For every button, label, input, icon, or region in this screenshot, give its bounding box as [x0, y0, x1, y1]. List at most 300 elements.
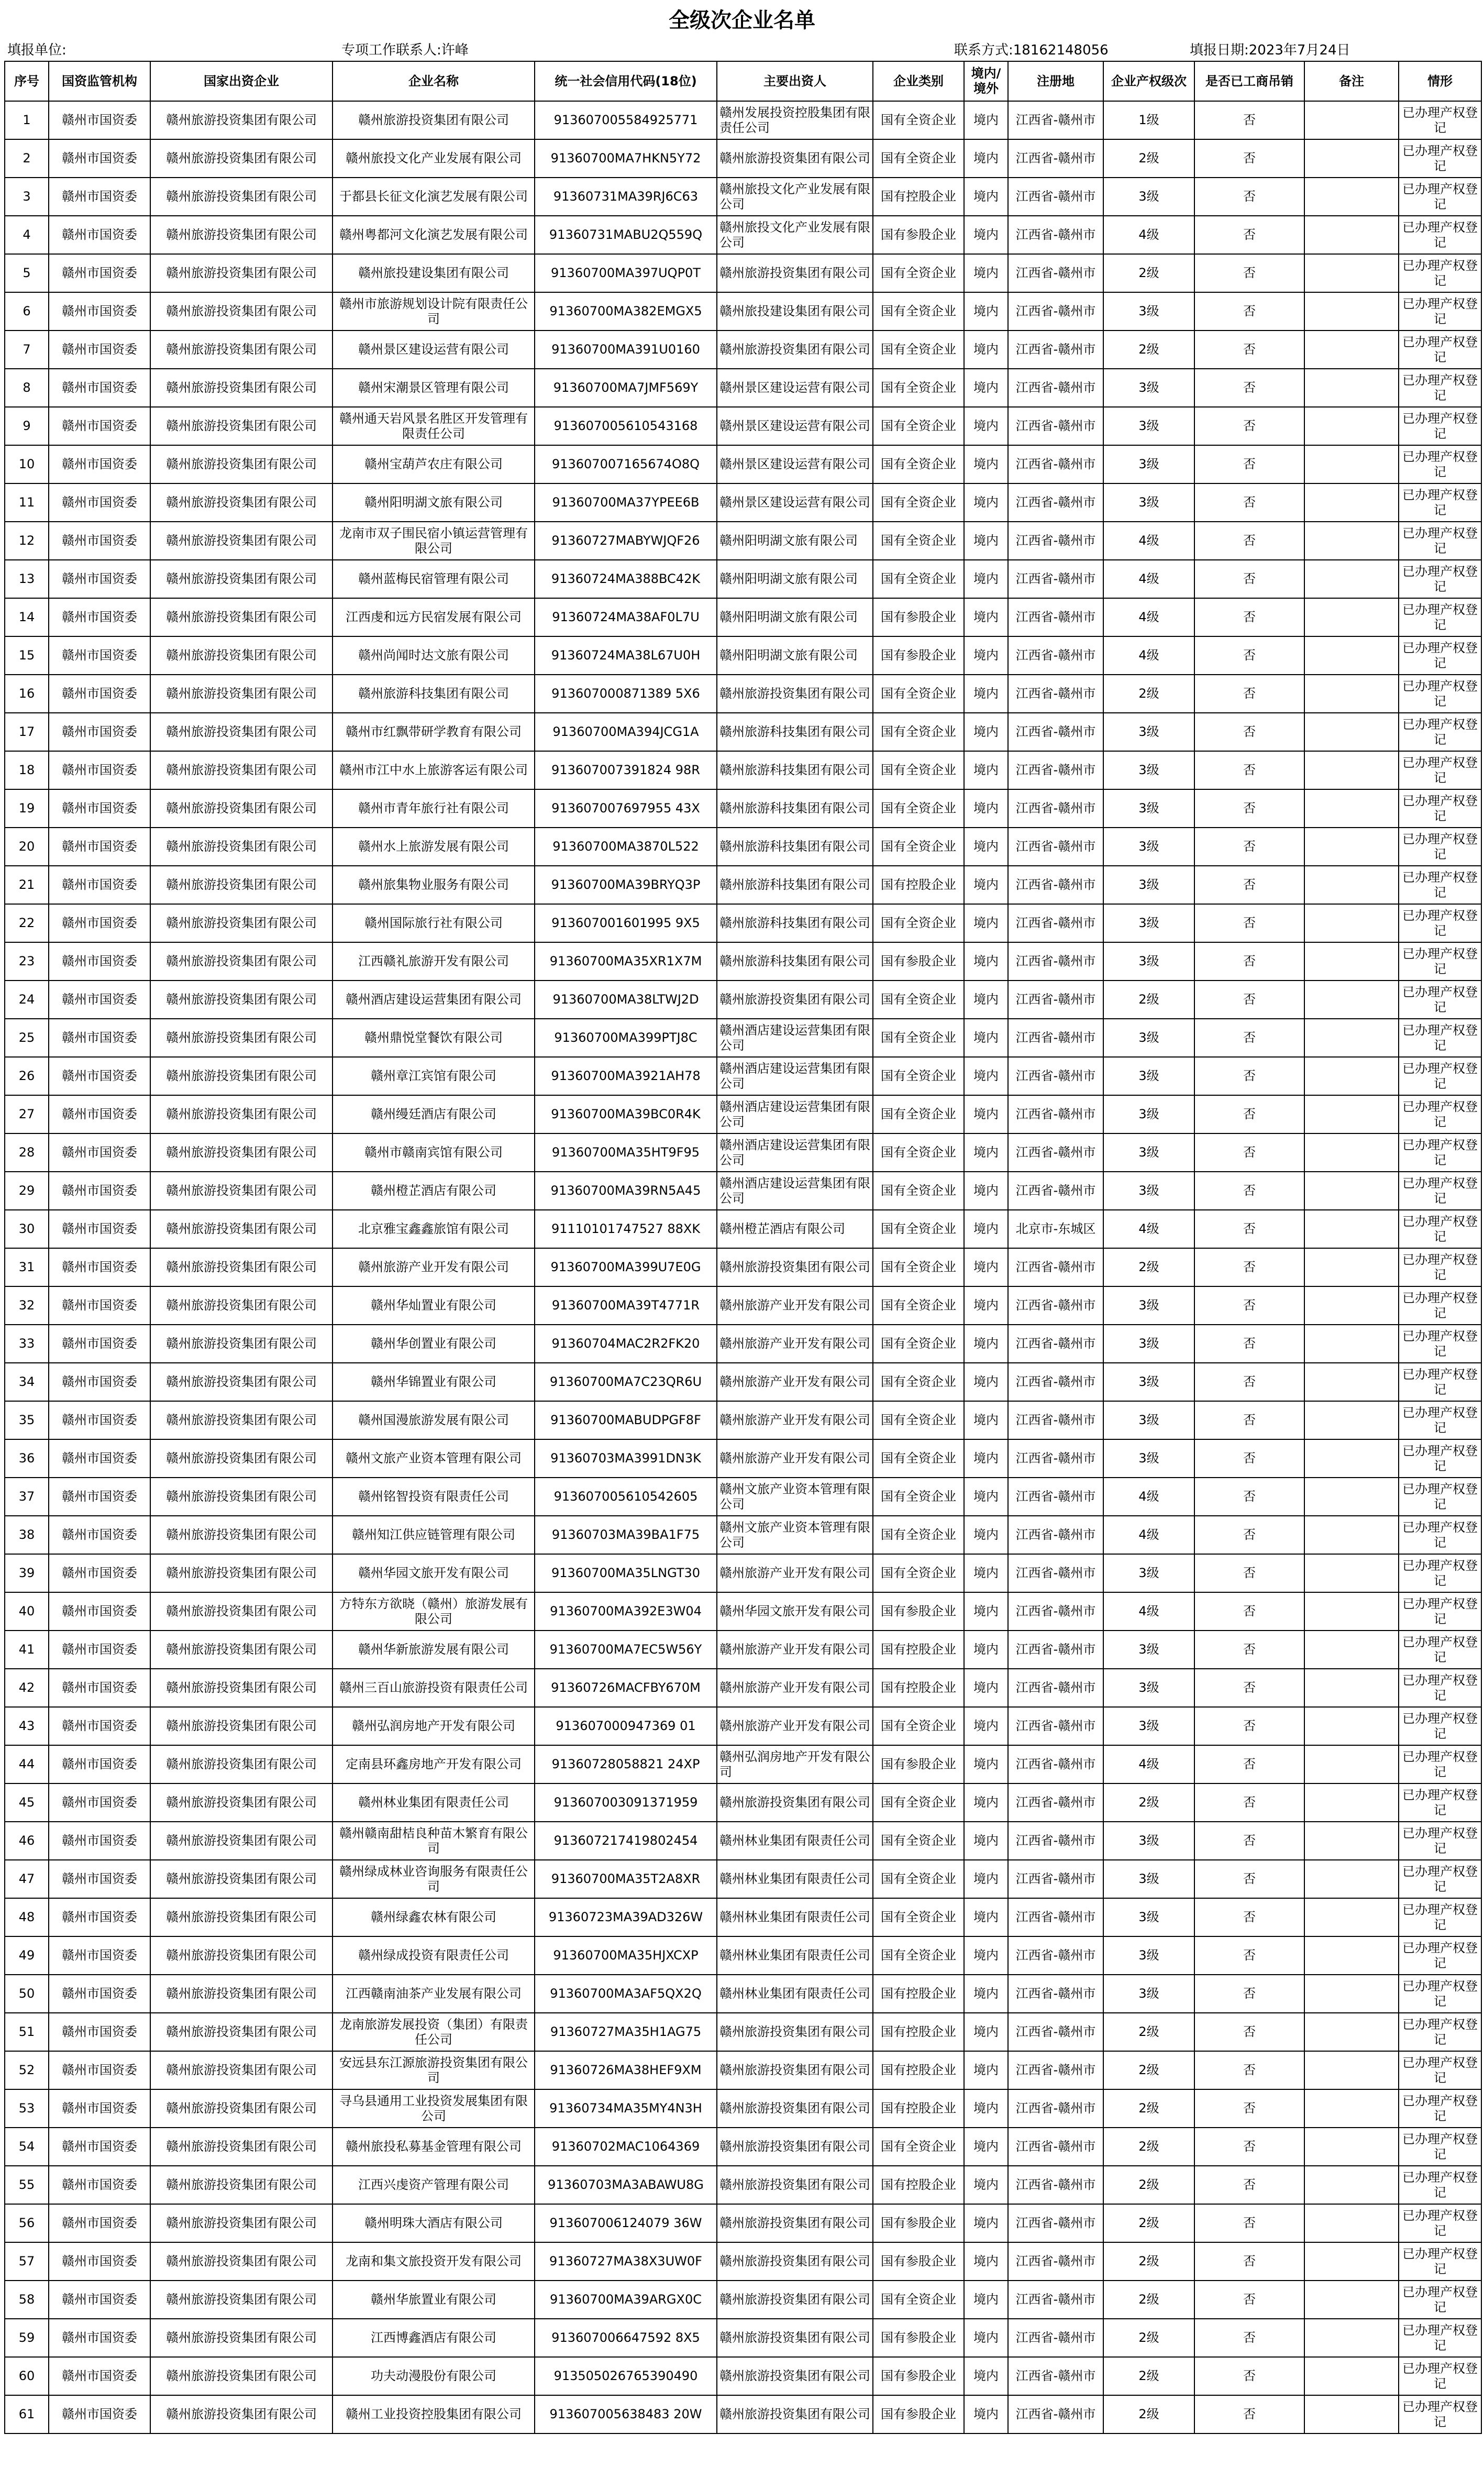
cell-company-name: 赣州华创置业有限公司	[333, 1325, 535, 1363]
cell-remarks	[1304, 522, 1399, 560]
cell-registered-place: 江西省-赣州市	[1008, 1631, 1103, 1669]
cell-equity-level: 2级	[1103, 1783, 1194, 1822]
cell-domestic-overseas: 境内	[964, 1019, 1008, 1057]
cell-status: 已办理产权登记	[1399, 1554, 1481, 1592]
cell-domestic-overseas: 境内	[964, 1439, 1008, 1478]
cell-remarks	[1304, 2204, 1399, 2242]
cell-seq: 11	[5, 483, 49, 522]
table-row	[5, 789, 1481, 828]
cell-company-name: 龙南市双子围民宿小镇运营管理有限公司	[333, 522, 535, 560]
cell-company-name: 赣州市赣南宾馆有限公司	[333, 1133, 535, 1172]
cell-revoked: 否	[1194, 2128, 1304, 2166]
cell-enterprise-type: 国有全资企业	[873, 369, 964, 407]
cell-remarks	[1304, 1860, 1399, 1898]
cell-enterprise-type: 国有控股企业	[873, 1631, 964, 1669]
cell-equity-level: 3级	[1103, 942, 1194, 981]
cell-domestic-overseas: 境内	[964, 1363, 1008, 1401]
cell-enterprise-type: 国有参股企业	[873, 598, 964, 636]
cell-supervisor: 赣州市国资委	[49, 1057, 150, 1095]
cell-domestic-overseas: 境内	[964, 636, 1008, 675]
cell-company-name: 龙南和集文旅投资开发有限公司	[333, 2242, 535, 2281]
cell-supervisor: 赣州市国资委	[49, 139, 150, 178]
cell-state-investor: 赣州旅游投资集团有限公司	[150, 904, 333, 942]
cell-status: 已办理产权登记	[1399, 1057, 1481, 1095]
cell-main-investor: 赣州阳明湖文旅有限公司	[717, 636, 873, 675]
cell-company-name: 赣州赣南甜桔良种苗木繁育有限公司	[333, 1822, 535, 1860]
cell-main-investor: 赣州酒店建设运营集团有限公司	[717, 1019, 873, 1057]
cell-company-name: 赣州绿成林业咨询服务有限责任公司	[333, 1860, 535, 1898]
cell-main-investor: 赣州景区建设运营有限公司	[717, 369, 873, 407]
cell-company-name: 赣州弘润房地产开发有限公司	[333, 1707, 535, 1745]
cell-credit-code: 913607006124079 36W	[535, 2204, 717, 2242]
cell-seq: 2	[5, 139, 49, 178]
cell-supervisor: 赣州市国资委	[49, 369, 150, 407]
table-row	[5, 1822, 1481, 1860]
cell-status: 已办理产权登记	[1399, 2204, 1481, 2242]
cell-supervisor: 赣州市国资委	[49, 2281, 150, 2319]
cell-seq: 29	[5, 1172, 49, 1210]
cell-company-name: 赣州阳明湖文旅有限公司	[333, 483, 535, 522]
table-body	[5, 101, 1481, 2433]
cell-domestic-overseas: 境内	[964, 1210, 1008, 1248]
header-registered-place: 注册地	[1008, 61, 1103, 101]
cell-equity-level: 3级	[1103, 1095, 1194, 1133]
table-row	[5, 216, 1481, 254]
cell-status: 已办理产权登记	[1399, 2319, 1481, 2357]
cell-company-name: 赣州章江宾馆有限公司	[333, 1057, 535, 1095]
cell-state-investor: 赣州旅游投资集团有限公司	[150, 1401, 333, 1439]
cell-equity-level: 2级	[1103, 2166, 1194, 2204]
cell-revoked: 否	[1194, 981, 1304, 1019]
cell-company-name: 赣州市旅游规划设计院有限责任公司	[333, 292, 535, 331]
table-row	[5, 636, 1481, 675]
cell-equity-level: 3级	[1103, 713, 1194, 751]
cell-state-investor: 赣州旅游投资集团有限公司	[150, 981, 333, 1019]
cell-state-investor: 赣州旅游投资集团有限公司	[150, 1592, 333, 1631]
cell-equity-level: 3级	[1103, 1325, 1194, 1363]
cell-supervisor: 赣州市国资委	[49, 675, 150, 713]
cell-domestic-overseas: 境内	[964, 942, 1008, 981]
cell-status: 已办理产权登记	[1399, 1248, 1481, 1286]
cell-credit-code: 91360700MA3870L522	[535, 828, 717, 866]
cell-seq: 1	[5, 101, 49, 139]
cell-revoked: 否	[1194, 1822, 1304, 1860]
cell-credit-code: 91360700MABUDPGF8F	[535, 1401, 717, 1439]
cell-supervisor: 赣州市国资委	[49, 1210, 150, 1248]
cell-state-investor: 赣州旅游投资集团有限公司	[150, 1363, 333, 1401]
cell-main-investor: 赣州旅游投资集团有限公司	[717, 2089, 873, 2128]
cell-registered-place: 江西省-赣州市	[1008, 2204, 1103, 2242]
cell-status: 已办理产权登记	[1399, 2357, 1481, 2395]
cell-enterprise-type: 国有全资企业	[873, 981, 964, 1019]
cell-credit-code: 91360726MA38HEF9XM	[535, 2051, 717, 2089]
cell-state-investor: 赣州旅游投资集团有限公司	[150, 2357, 333, 2395]
cell-revoked: 否	[1194, 636, 1304, 675]
cell-remarks	[1304, 981, 1399, 1019]
cell-status: 已办理产权登记	[1399, 560, 1481, 598]
cell-seq: 25	[5, 1019, 49, 1057]
cell-remarks	[1304, 828, 1399, 866]
cell-company-name: 赣州宋潮景区管理有限公司	[333, 369, 535, 407]
cell-credit-code: 91360726MACFBY670M	[535, 1669, 717, 1707]
cell-status: 已办理产权登记	[1399, 445, 1481, 483]
cell-domestic-overseas: 境内	[964, 2013, 1008, 2051]
table-row	[5, 139, 1481, 178]
cell-registered-place: 江西省-赣州市	[1008, 1516, 1103, 1554]
cell-company-name: 赣州铭智投资有限责任公司	[333, 1478, 535, 1516]
cell-status: 已办理产权登记	[1399, 1898, 1481, 1936]
cell-state-investor: 赣州旅游投资集团有限公司	[150, 1669, 333, 1707]
cell-seq: 42	[5, 1669, 49, 1707]
cell-main-investor: 赣州旅游投资集团有限公司	[717, 2242, 873, 2281]
cell-state-investor: 赣州旅游投资集团有限公司	[150, 1019, 333, 1057]
cell-registered-place: 江西省-赣州市	[1008, 2166, 1103, 2204]
cell-credit-code: 913607005610543168	[535, 407, 717, 445]
cell-state-investor: 赣州旅游投资集团有限公司	[150, 1439, 333, 1478]
cell-remarks	[1304, 560, 1399, 598]
cell-remarks	[1304, 2395, 1399, 2433]
cell-revoked: 否	[1194, 2089, 1304, 2128]
cell-registered-place: 江西省-赣州市	[1008, 407, 1103, 445]
table-row	[5, 101, 1481, 139]
cell-seq: 51	[5, 2013, 49, 2051]
cell-seq: 53	[5, 2089, 49, 2128]
cell-main-investor: 赣州橙芷酒店有限公司	[717, 1210, 873, 1248]
cell-remarks	[1304, 598, 1399, 636]
cell-revoked: 否	[1194, 1669, 1304, 1707]
cell-registered-place: 江西省-赣州市	[1008, 2013, 1103, 2051]
cell-credit-code: 91360724MA388BC42K	[535, 560, 717, 598]
cell-status: 已办理产权登记	[1399, 981, 1481, 1019]
cell-main-investor: 赣州阳明湖文旅有限公司	[717, 522, 873, 560]
cell-state-investor: 赣州旅游投资集团有限公司	[150, 216, 333, 254]
cell-enterprise-type: 国有全资企业	[873, 828, 964, 866]
cell-registered-place: 江西省-赣州市	[1008, 1325, 1103, 1363]
cell-equity-level: 3级	[1103, 1286, 1194, 1325]
cell-remarks	[1304, 101, 1399, 139]
cell-equity-level: 2级	[1103, 2051, 1194, 2089]
cell-main-investor: 赣州文旅产业资本管理有限公司	[717, 1516, 873, 1554]
cell-supervisor: 赣州市国资委	[49, 1631, 150, 1669]
cell-remarks	[1304, 1325, 1399, 1363]
cell-seq: 49	[5, 1936, 49, 1975]
cell-equity-level: 4级	[1103, 1592, 1194, 1631]
cell-status: 已办理产权登记	[1399, 2242, 1481, 2281]
cell-enterprise-type: 国有全资企业	[873, 789, 964, 828]
cell-domestic-overseas: 境内	[964, 751, 1008, 789]
cell-enterprise-type: 国有控股企业	[873, 2013, 964, 2051]
cell-remarks	[1304, 904, 1399, 942]
cell-seq: 19	[5, 789, 49, 828]
cell-company-name: 赣州明珠大酒店有限公司	[333, 2204, 535, 2242]
cell-domestic-overseas: 境内	[964, 139, 1008, 178]
cell-enterprise-type: 国有全资企业	[873, 1172, 964, 1210]
cell-equity-level: 3级	[1103, 407, 1194, 445]
cell-equity-level: 3级	[1103, 1707, 1194, 1745]
cell-domestic-overseas: 境内	[964, 445, 1008, 483]
cell-equity-level: 2级	[1103, 2395, 1194, 2433]
table-row	[5, 1248, 1481, 1286]
cell-main-investor: 赣州阳明湖文旅有限公司	[717, 560, 873, 598]
cell-revoked: 否	[1194, 942, 1304, 981]
cell-supervisor: 赣州市国资委	[49, 2242, 150, 2281]
cell-domestic-overseas: 境内	[964, 2357, 1008, 2395]
cell-company-name: 赣州市红飘带研学教育有限公司	[333, 713, 535, 751]
cell-main-investor: 赣州旅游科技集团有限公司	[717, 904, 873, 942]
cell-equity-level: 2级	[1103, 2319, 1194, 2357]
cell-company-name: 赣州文旅产业资本管理有限公司	[333, 1439, 535, 1478]
cell-registered-place: 江西省-赣州市	[1008, 942, 1103, 981]
table-row	[5, 1325, 1481, 1363]
table-row	[5, 2128, 1481, 2166]
cell-company-name: 赣州工业投资控股集团有限公司	[333, 2395, 535, 2433]
table-row	[5, 2281, 1481, 2319]
cell-revoked: 否	[1194, 1133, 1304, 1172]
cell-status: 已办理产权登记	[1399, 1669, 1481, 1707]
cell-seq: 20	[5, 828, 49, 866]
cell-revoked: 否	[1194, 1248, 1304, 1286]
table-row	[5, 751, 1481, 789]
cell-seq: 41	[5, 1631, 49, 1669]
cell-registered-place: 江西省-赣州市	[1008, 598, 1103, 636]
cell-domestic-overseas: 境内	[964, 1478, 1008, 1516]
cell-enterprise-type: 国有全资企业	[873, 675, 964, 713]
cell-enterprise-type: 国有全资企业	[873, 445, 964, 483]
cell-credit-code: 91360700MA39RN5A45	[535, 1172, 717, 1210]
cell-supervisor: 赣州市国资委	[49, 1325, 150, 1363]
cell-credit-code: 91360700MA35T2A8XR	[535, 1860, 717, 1898]
cell-supervisor: 赣州市国资委	[49, 2166, 150, 2204]
cell-company-name: 江西虔和远方民宿发展有限公司	[333, 598, 535, 636]
cell-credit-code: 91360700MA39BRYQ3P	[535, 866, 717, 904]
cell-seq: 12	[5, 522, 49, 560]
cell-credit-code: 913607217419802454	[535, 1822, 717, 1860]
cell-credit-code: 91360700MA39T4771R	[535, 1286, 717, 1325]
cell-remarks	[1304, 2281, 1399, 2319]
cell-seq: 43	[5, 1707, 49, 1745]
cell-status: 已办理产权登记	[1399, 904, 1481, 942]
cell-company-name: 赣州橙芷酒店有限公司	[333, 1172, 535, 1210]
cell-seq: 22	[5, 904, 49, 942]
cell-seq: 46	[5, 1822, 49, 1860]
cell-remarks	[1304, 942, 1399, 981]
table-row	[5, 1133, 1481, 1172]
cell-company-name: 赣州华旅置业有限公司	[333, 2281, 535, 2319]
cell-equity-level: 3级	[1103, 789, 1194, 828]
cell-supervisor: 赣州市国资委	[49, 1172, 150, 1210]
cell-status: 已办理产权登记	[1399, 254, 1481, 292]
header-equity-level: 企业产权级次	[1103, 61, 1194, 101]
cell-state-investor: 赣州旅游投资集团有限公司	[150, 2051, 333, 2089]
cell-revoked: 否	[1194, 216, 1304, 254]
cell-enterprise-type: 国有参股企业	[873, 2357, 964, 2395]
cell-company-name: 赣州林业集团有限责任公司	[333, 1783, 535, 1822]
cell-state-investor: 赣州旅游投资集团有限公司	[150, 522, 333, 560]
cell-state-investor: 赣州旅游投资集团有限公司	[150, 2013, 333, 2051]
cell-company-name: 赣州缦廷酒店有限公司	[333, 1095, 535, 1133]
cell-company-name: 赣州华锦置业有限公司	[333, 1363, 535, 1401]
cell-state-investor: 赣州旅游投资集团有限公司	[150, 2204, 333, 2242]
cell-status: 已办理产权登记	[1399, 942, 1481, 981]
cell-registered-place: 江西省-赣州市	[1008, 369, 1103, 407]
cell-company-name: 赣州市江中水上旅游客运有限公司	[333, 751, 535, 789]
cell-domestic-overseas: 境内	[964, 598, 1008, 636]
cell-credit-code: 91360700MA382EMGX5	[535, 292, 717, 331]
cell-supervisor: 赣州市国资委	[49, 1516, 150, 1554]
cell-remarks	[1304, 713, 1399, 751]
cell-main-investor: 赣州旅游产业开发有限公司	[717, 1325, 873, 1363]
cell-remarks	[1304, 866, 1399, 904]
table-row	[5, 369, 1481, 407]
cell-company-name: 赣州景区建设运营有限公司	[333, 331, 535, 369]
cell-company-name: 赣州旅游投资集团有限公司	[333, 101, 535, 139]
cell-enterprise-type: 国有全资企业	[873, 2281, 964, 2319]
cell-main-investor: 赣州旅游科技集团有限公司	[717, 713, 873, 751]
cell-remarks	[1304, 1439, 1399, 1478]
cell-domestic-overseas: 境内	[964, 483, 1008, 522]
table-row	[5, 2395, 1481, 2433]
cell-status: 已办理产权登记	[1399, 789, 1481, 828]
cell-registered-place: 江西省-赣州市	[1008, 2089, 1103, 2128]
cell-status: 已办理产权登记	[1399, 1019, 1481, 1057]
cell-credit-code: 91360700MA35HJXCXP	[535, 1936, 717, 1975]
cell-seq: 5	[5, 254, 49, 292]
cell-equity-level: 4级	[1103, 1210, 1194, 1248]
cell-registered-place: 江西省-赣州市	[1008, 522, 1103, 560]
cell-equity-level: 3级	[1103, 1975, 1194, 2013]
cell-credit-code: 91360734MA35MY4N3H	[535, 2089, 717, 2128]
cell-remarks	[1304, 1745, 1399, 1783]
cell-domestic-overseas: 境内	[964, 1783, 1008, 1822]
cell-domestic-overseas: 境内	[964, 2089, 1008, 2128]
enterprise-table	[4, 61, 1482, 2434]
cell-state-investor: 赣州旅游投资集团有限公司	[150, 139, 333, 178]
table-row	[5, 2204, 1481, 2242]
cell-credit-code: 913505026765390490	[535, 2357, 717, 2395]
cell-seq: 34	[5, 1363, 49, 1401]
cell-enterprise-type: 国有全资企业	[873, 139, 964, 178]
cell-revoked: 否	[1194, 751, 1304, 789]
cell-revoked: 否	[1194, 2395, 1304, 2433]
table-row	[5, 1898, 1481, 1936]
cell-registered-place: 江西省-赣州市	[1008, 1554, 1103, 1592]
filing-date-label: 填报日期:2023年7月24日	[1190, 42, 1350, 58]
cell-company-name: 赣州通天岩风景名胜区开发管理有限责任公司	[333, 407, 535, 445]
cell-enterprise-type: 国有全资企业	[873, 1439, 964, 1478]
contact-person-label: 专项工作联系人:许峰	[341, 42, 469, 58]
cell-domestic-overseas: 境内	[964, 1133, 1008, 1172]
cell-supervisor: 赣州市国资委	[49, 560, 150, 598]
cell-state-investor: 赣州旅游投资集团有限公司	[150, 1172, 333, 1210]
cell-seq: 13	[5, 560, 49, 598]
cell-credit-code: 913607003091371959	[535, 1783, 717, 1822]
cell-state-investor: 赣州旅游投资集团有限公司	[150, 1745, 333, 1783]
cell-domestic-overseas: 境内	[964, 1860, 1008, 1898]
cell-credit-code: 91360703MA39BA1F75	[535, 1516, 717, 1554]
cell-credit-code: 91360700MA392E3W04	[535, 1592, 717, 1631]
cell-seq: 47	[5, 1860, 49, 1898]
cell-revoked: 否	[1194, 1210, 1304, 1248]
cell-main-investor: 赣州林业集团有限责任公司	[717, 1936, 873, 1975]
cell-credit-code: 91360700MA399U7E0G	[535, 1248, 717, 1286]
cell-equity-level: 3级	[1103, 483, 1194, 522]
cell-domestic-overseas: 境内	[964, 369, 1008, 407]
cell-domestic-overseas: 境内	[964, 1172, 1008, 1210]
cell-status: 已办理产权登记	[1399, 1401, 1481, 1439]
cell-main-investor: 赣州旅游科技集团有限公司	[717, 828, 873, 866]
cell-registered-place: 江西省-赣州市	[1008, 2128, 1103, 2166]
cell-main-investor: 赣州旅游投资集团有限公司	[717, 331, 873, 369]
cell-credit-code: 913607001601995 9X5	[535, 904, 717, 942]
cell-state-investor: 赣州旅游投资集团有限公司	[150, 2089, 333, 2128]
cell-seq: 4	[5, 216, 49, 254]
cell-enterprise-type: 国有全资企业	[873, 407, 964, 445]
cell-registered-place: 江西省-赣州市	[1008, 1860, 1103, 1898]
cell-remarks	[1304, 2013, 1399, 2051]
cell-company-name: 赣州鼎悦堂餐饮有限公司	[333, 1019, 535, 1057]
cell-credit-code: 91360700MA397UQP0T	[535, 254, 717, 292]
cell-status: 已办理产权登记	[1399, 2166, 1481, 2204]
cell-registered-place: 江西省-赣州市	[1008, 331, 1103, 369]
cell-domestic-overseas: 境内	[964, 1248, 1008, 1286]
cell-domestic-overseas: 境内	[964, 2204, 1008, 2242]
cell-company-name: 赣州蓝梅民宿管理有限公司	[333, 560, 535, 598]
cell-registered-place: 江西省-赣州市	[1008, 2242, 1103, 2281]
cell-remarks	[1304, 1707, 1399, 1745]
cell-remarks	[1304, 1401, 1399, 1439]
cell-supervisor: 赣州市国资委	[49, 866, 150, 904]
cell-supervisor: 赣州市国资委	[49, 1286, 150, 1325]
cell-registered-place: 江西省-赣州市	[1008, 1745, 1103, 1783]
table-row	[5, 713, 1481, 751]
cell-revoked: 否	[1194, 675, 1304, 713]
cell-credit-code: 913607005584925771	[535, 101, 717, 139]
cell-enterprise-type: 国有全资企业	[873, 1133, 964, 1172]
cell-equity-level: 4级	[1103, 636, 1194, 675]
cell-status: 已办理产权登记	[1399, 1095, 1481, 1133]
cell-enterprise-type: 国有全资企业	[873, 751, 964, 789]
table-row	[5, 1631, 1481, 1669]
cell-status: 已办理产权登记	[1399, 1707, 1481, 1745]
cell-supervisor: 赣州市国资委	[49, 483, 150, 522]
cell-domestic-overseas: 境内	[964, 1975, 1008, 2013]
cell-company-name: 功夫动漫股份有限公司	[333, 2357, 535, 2395]
cell-domestic-overseas: 境内	[964, 1592, 1008, 1631]
cell-domestic-overseas: 境内	[964, 981, 1008, 1019]
table-row	[5, 331, 1481, 369]
cell-registered-place: 江西省-赣州市	[1008, 1707, 1103, 1745]
cell-main-investor: 赣州旅游产业开发有限公司	[717, 1707, 873, 1745]
cell-supervisor: 赣州市国资委	[49, 2051, 150, 2089]
cell-main-investor: 赣州旅游投资集团有限公司	[717, 2395, 873, 2433]
cell-seq: 55	[5, 2166, 49, 2204]
cell-supervisor: 赣州市国资委	[49, 2204, 150, 2242]
cell-main-investor: 赣州旅游科技集团有限公司	[717, 866, 873, 904]
cell-enterprise-type: 国有全资企业	[873, 292, 964, 331]
cell-registered-place: 江西省-赣州市	[1008, 445, 1103, 483]
document-title: 全级次企业名单	[669, 8, 815, 32]
header-domestic-overseas: 境内/境外	[964, 61, 1008, 101]
cell-status: 已办理产权登记	[1399, 216, 1481, 254]
cell-seq: 6	[5, 292, 49, 331]
cell-enterprise-type: 国有全资企业	[873, 1860, 964, 1898]
cell-seq: 7	[5, 331, 49, 369]
cell-seq: 9	[5, 407, 49, 445]
cell-status: 已办理产权登记	[1399, 1631, 1481, 1669]
cell-domestic-overseas: 境内	[964, 101, 1008, 139]
cell-seq: 27	[5, 1095, 49, 1133]
cell-equity-level: 3级	[1103, 1133, 1194, 1172]
